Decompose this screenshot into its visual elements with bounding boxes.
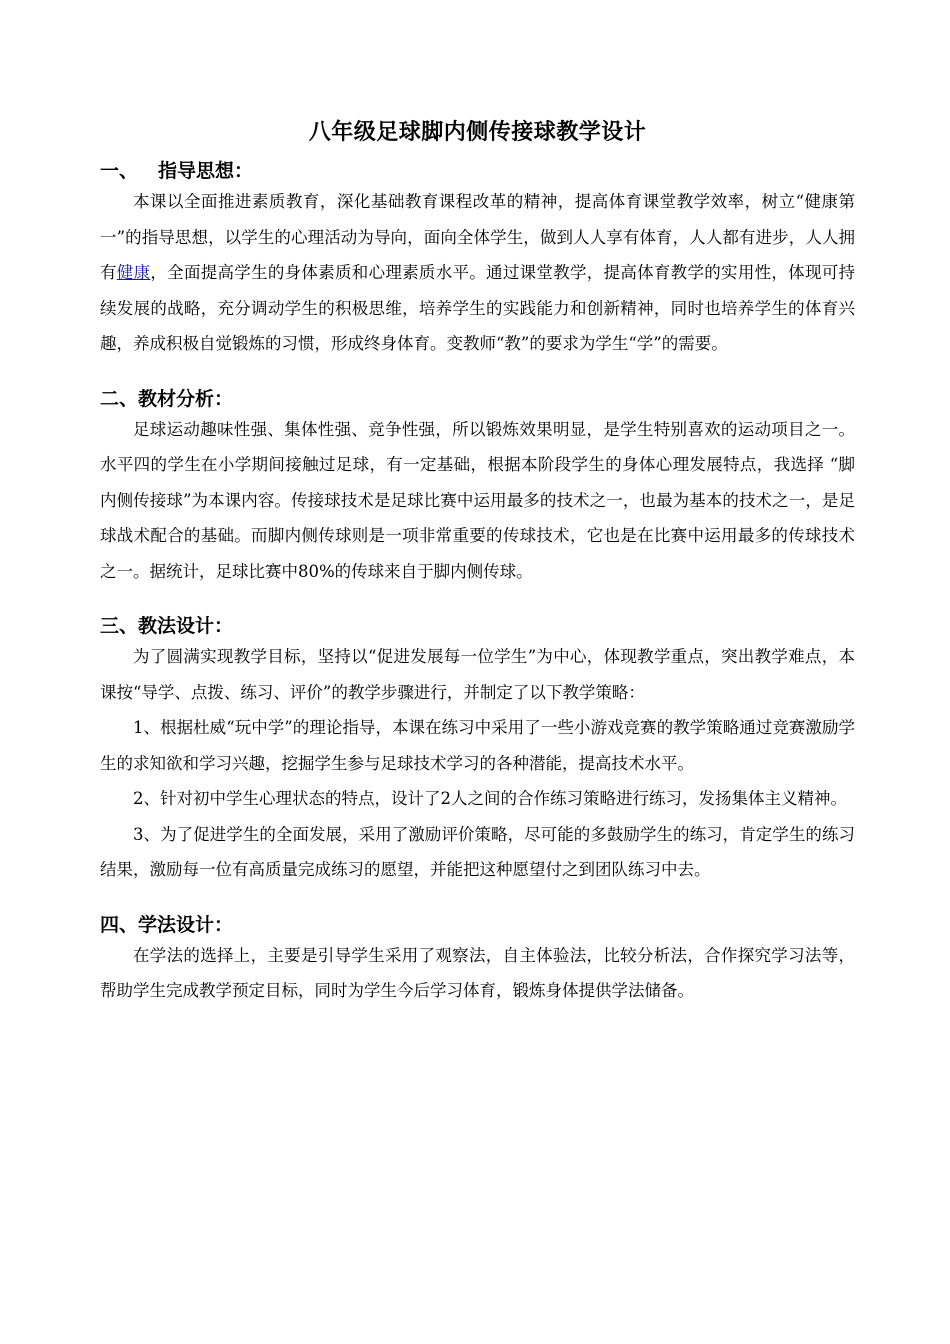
section-guiding-ideology (100, 158, 855, 362)
document-page (100, 116, 855, 1009)
paragraph (100, 184, 855, 362)
section-title: 学法设计： (138, 913, 234, 936)
section-learning-method (100, 912, 855, 1009)
section-title: 教材分析： (138, 387, 234, 410)
paragraph-strategy-3: 3、为了促进学生的全面发展，采用了激励评价策略，尽可能的多鼓励学生的练习，肯定学生的练习结果，激励每一位有高质量完成练习的愿望，并能把这种愿望付之到团队练习中去。 (100, 824, 855, 879)
section-number: 一、 (100, 160, 139, 182)
section-heading (100, 158, 855, 184)
paragraph-strategy-2: 2、针对初中学生心理状态的特点，设计了2人之间的合作练习策略进行练习，发扬集体主义精神。 (133, 789, 847, 808)
section-material-analysis (100, 386, 855, 590)
section-title: 教法设计： (138, 615, 234, 637)
section-title: 指导思想： (158, 160, 254, 182)
document-title: 八年级足球脚内侧传接球教学设计 (308, 120, 647, 145)
paragraph: 在学法的选择上，主要是引导学生采用了观察法，自主体验法，比较分析法，合作探究学习法等，帮助学生完成教学预定目标，同时为学生今后学习体育，锻炼身体提供学法储备。 (100, 945, 855, 1000)
section-number: 四、 (100, 913, 139, 936)
section-number: 二、 (100, 387, 139, 410)
paragraph: 为了圆满实现教学目标，坚持以“促进发展每一位学生”为中心，体现教学重点，突出教学难点，本课按“导学、点拨、练习、评价”的教学步骤进行，并制定了以下教学策略： (100, 647, 855, 702)
section-teaching-method (100, 613, 855, 888)
section-heading (100, 613, 855, 639)
paragraph: 足球运动趣味性强、集体性强、竞争性强，所以锻炼效果明显，是学生特别喜欢的运动项目之一。水平四的学生在小学期间接触过足球，有一定基础，根据本阶段学生的身体心理发展特点，我选择 “脚内侧传接球”为本课内容。传接球技术是足球比赛中运用最多的技术之一，也最为基本的技术之一，是足球战术配合的基础。而脚内侧传球则是一项非常重要的传球技术，它也是在比赛中运用最多的传球技术之一。据统计，足球比赛中80%的传球来自于脚内侧传球。 (100, 419, 855, 581)
paragraph-text: 本课以全面推进素质教育，深化基础教育课程改革的精神，提高体育课堂教学效率，树立“健康第一”的指导思想，以学生的心理活动为导向，面向全体学生，做到人人享有体育，人人都有进步，人人拥有 (100, 192, 855, 282)
section-number: 三、 (100, 615, 139, 637)
health-link[interactable]: 健康 (116, 263, 151, 282)
paragraph-strategy-1: 1、根据杜威“玩中学”的理论指导，本课在练习中采用了一些小游戏竞赛的教学策略通过竞赛激励学生的求知欲和学习兴趣，挖掘学生参与足球技术学习的各种潜能，提高技术水平。 (100, 718, 855, 773)
paragraph-text: ，全面提高学生的身体素质和心理素质水平。通过课堂教学，提高体育教学的实用性，体现可持续发展的战略，充分调动学生的积极思维，培养学生的实践能力和创新精神，同时也培养学生的体育兴趣，养成积极自觉锻炼的习惯，形成终身体育。变教师“教”的要求为学生“学”的需要。 (100, 263, 856, 353)
section-heading (100, 386, 855, 412)
section-heading (100, 912, 855, 938)
